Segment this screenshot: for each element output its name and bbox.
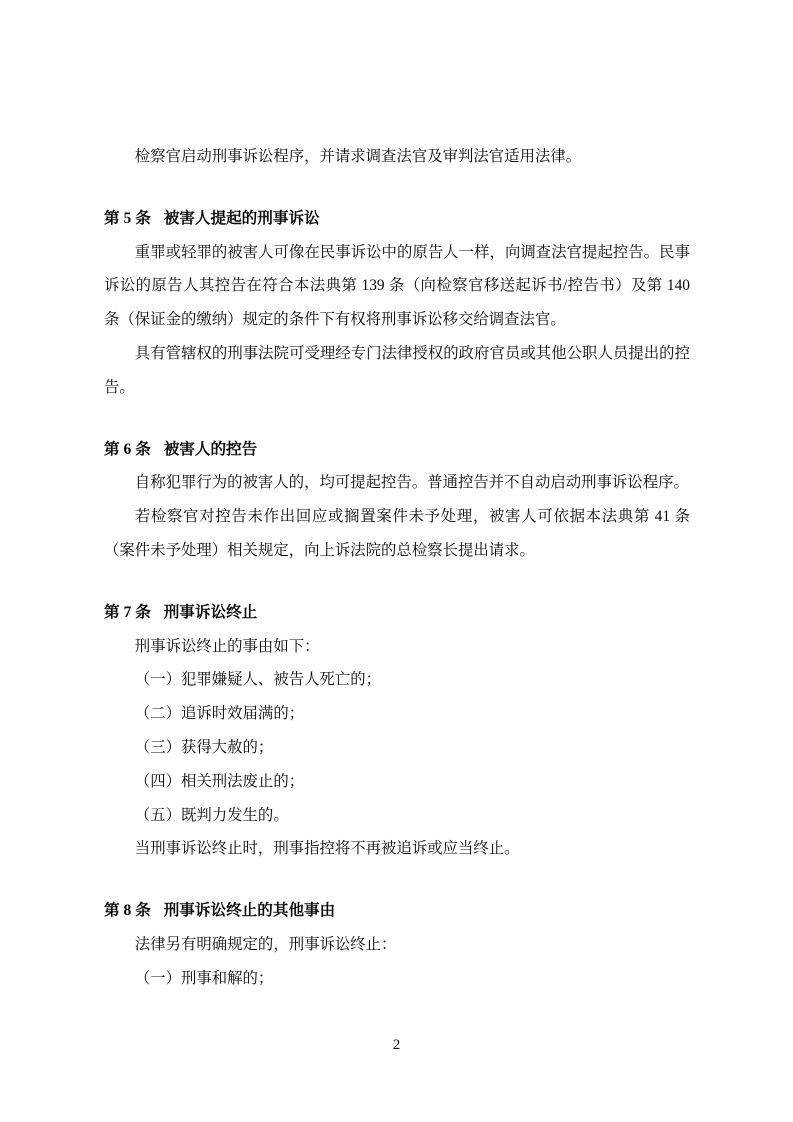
article-5-paragraph: 具有管辖权的刑事法院可受理经专门法律授权的政府官员或其他公职人员提出的控告。 bbox=[104, 344, 690, 396]
article-5-number: 第 5 条 bbox=[104, 209, 151, 227]
list-item: （五）既判力发生的。 bbox=[134, 806, 289, 824]
article-7-heading bbox=[104, 596, 690, 630]
article-8-paragraph: 法律另有明确规定的，刑事诉讼终止： bbox=[134, 935, 397, 953]
article-5-heading bbox=[104, 202, 690, 236]
list-item: （二）追诉时效届满的； bbox=[134, 705, 305, 723]
article-6-paragraph: 若检察官对控告未作出回应或搁置案件未予处理，被害人可依据本法典第 41 条（案件未予处理）相关规定，向上诉法院的总检察长提出请求。 bbox=[104, 508, 690, 559]
article-8-heading bbox=[104, 894, 690, 928]
list-item: （四）相关刑法废止的； bbox=[134, 772, 305, 790]
article-7-title: 刑事诉讼终止 bbox=[163, 603, 258, 621]
article-8-title: 刑事诉讼终止的其他事由 bbox=[163, 902, 336, 920]
article-5-title: 被害人提起的刑事诉讼 bbox=[163, 209, 320, 227]
page-number: 2 bbox=[392, 1037, 401, 1053]
article-6-number: 第 6 条 bbox=[104, 440, 151, 458]
article-8-number: 第 8 条 bbox=[104, 902, 151, 920]
list-item: （三）获得大赦的； bbox=[134, 738, 274, 756]
article-6-paragraph: 自称犯罪行为的被害人的，均可提起控告。普通控告并不自动启动刑事诉讼程序。 bbox=[134, 474, 689, 492]
article-7-number: 第 7 条 bbox=[104, 603, 151, 621]
document-content bbox=[104, 140, 690, 996]
article-7-closing-paragraph: 当刑事诉讼终止时，刑事指控将不再被追诉或应当终止。 bbox=[134, 840, 520, 858]
article-6-heading bbox=[104, 433, 690, 467]
article-7-paragraph: 刑事诉讼终止的事由如下： bbox=[134, 637, 320, 655]
list-item: （一）刑事和解的； bbox=[134, 969, 274, 987]
article-6-title: 被害人的控告 bbox=[163, 440, 258, 458]
article-5-paragraph: 重罪或轻罪的被害人可像在民事诉讼中的原告人一样，向调查法官提起控告。民事诉讼的原告人其控告在符合本法典第 139 条（向检察官移送起诉书/控告书）及第 140 条（保证金的缴纳）规定的条件下有权将刑事诉讼移交给调查法官。 bbox=[104, 243, 690, 329]
list-item: （一）犯罪嫌疑人、被告人死亡的； bbox=[134, 671, 382, 689]
intro-paragraph: 检察官启动刑事诉讼程序，并请求调查法官及审判法官适用法律。 bbox=[134, 148, 582, 165]
